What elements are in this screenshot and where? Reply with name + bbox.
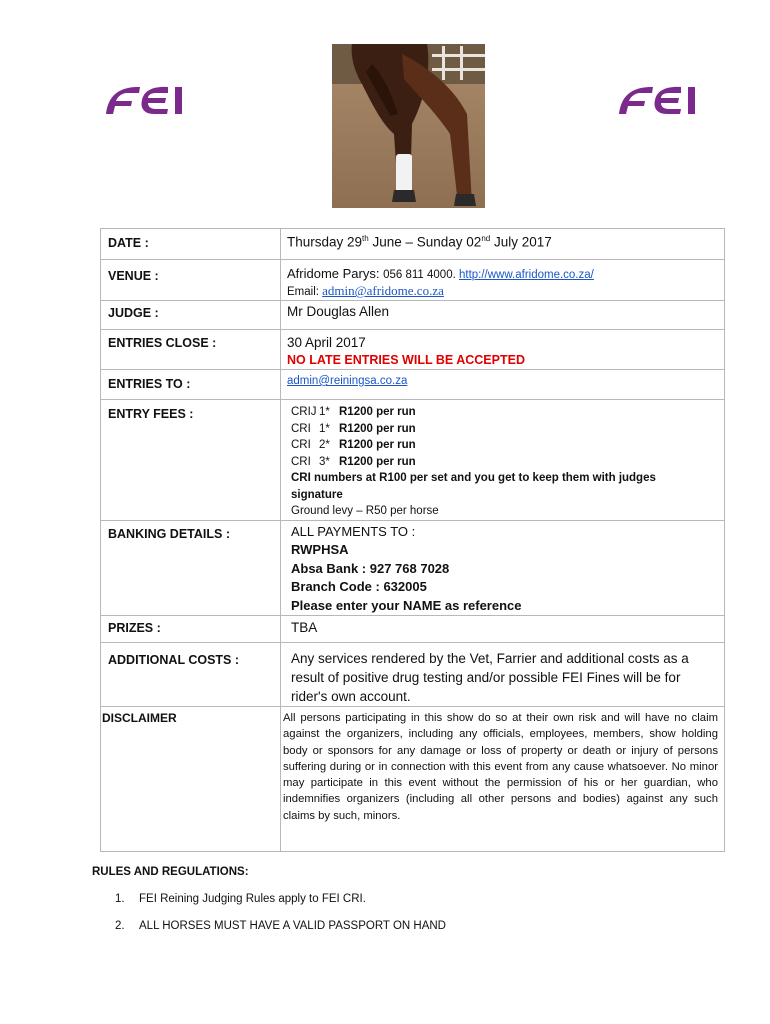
row-banking (101, 520, 725, 616)
row-entries-close (101, 330, 725, 370)
entries-to-value (281, 370, 725, 400)
horse-photo (332, 44, 485, 208)
prizes-label: PRIZES : (101, 616, 281, 643)
fee-line: CRI 2* R1200 per run (291, 439, 416, 451)
venue-website-link[interactable]: http://www.afridome.co.za/ (458, 269, 594, 281)
rule-item: 1. FEI Reining Judging Rules apply to FEI CRI. (115, 893, 366, 905)
row-judge (101, 301, 725, 330)
entry-fees-label: ENTRY FEES : (101, 400, 281, 521)
venue-value: Afridome Parys: 056 811 4000. http://www.afridome.co.za/ Email: admin@afridome.co.za (281, 260, 725, 301)
prizes-value: TBA (281, 616, 725, 643)
ground-levy: Ground levy – R50 per horse (291, 505, 439, 517)
fee-line: CRIJ 1* R1200 per run (291, 406, 416, 418)
date-value: Thursday 29th June – Sunday 02nd July 2017 (281, 229, 725, 260)
banking-account-number: Absa Bank : 927 768 7028 (291, 560, 450, 576)
row-prizes (101, 616, 725, 643)
fee-line: CRI 1* R1200 per run (291, 422, 416, 435)
banking-line: ALL PAYMENTS TO : (291, 523, 416, 539)
entries-close-date: 30 April 2017 (287, 335, 366, 350)
row-entry-fees (101, 400, 725, 521)
additional-costs-label: ADDITIONAL COSTS : (101, 643, 281, 707)
judge-label: JUDGE : (101, 301, 281, 330)
rules-heading: RULES AND REGULATIONS: (92, 866, 249, 878)
fei-logo-right (617, 84, 715, 116)
entries-close-label: ENTRIES CLOSE : (101, 330, 281, 370)
venue-email-link[interactable]: admin@afridome.co.za (322, 283, 444, 298)
entries-email-link[interactable]: admin@reiningsa.co.za (287, 375, 408, 387)
row-venue (101, 260, 725, 301)
fee-line: CRI 3* R1200 per run (291, 455, 416, 468)
disclaimer-label: DISCLAIMER (101, 707, 281, 852)
row-date (101, 229, 725, 260)
entries-to-label: ENTRIES TO : (101, 370, 281, 400)
venue-label: VENUE : (101, 260, 281, 301)
date-label: DATE : (101, 229, 281, 260)
banking-reference-note: Please enter your NAME as reference (291, 597, 522, 613)
entries-close-value (281, 330, 725, 370)
numbers-note: CRI numbers at R100 per set and you get to keep them with judges signature (291, 472, 656, 501)
row-entries-to (101, 370, 725, 400)
row-disclaimer (101, 707, 725, 852)
banking-account-name: RWPHSA (291, 542, 349, 557)
rule-item: 2. ALL HORSES MUST HAVE A VALID PASSPORT ON HAND (115, 920, 446, 932)
fei-logo-left (104, 84, 202, 116)
banking-value (281, 520, 725, 616)
banking-label: BANKING DETAILS : (101, 520, 281, 616)
banking-branch-code: Branch Code : 632005 (291, 579, 427, 594)
disclaimer-text: All persons participating in this show do so at their own risk and will have no claim against the organizers, including any officials, employees, members, show holding body or sponsors for any damage or loss of property or death or injury of persons suffering during or in connection with this event from any cause whatsoever. No minor may participate in this event without the permission of his or her guardian, who indemnifies organizers (including all other persons and bodies) against any such claims by such, minors. (281, 707, 725, 852)
late-entries-notice: NO LATE ENTRIES WILL BE ACCEPTED (287, 353, 525, 367)
show-details-table (100, 228, 725, 852)
row-additional-costs (101, 643, 725, 707)
additional-costs-value: Any services rendered by the Vet, Farrier and additional costs as a result of positive drug testing and/or possible FEI Fines will be for rider's own account. (281, 643, 725, 707)
entry-fees-value (281, 400, 725, 521)
judge-value: Mr Douglas Allen (281, 301, 725, 330)
